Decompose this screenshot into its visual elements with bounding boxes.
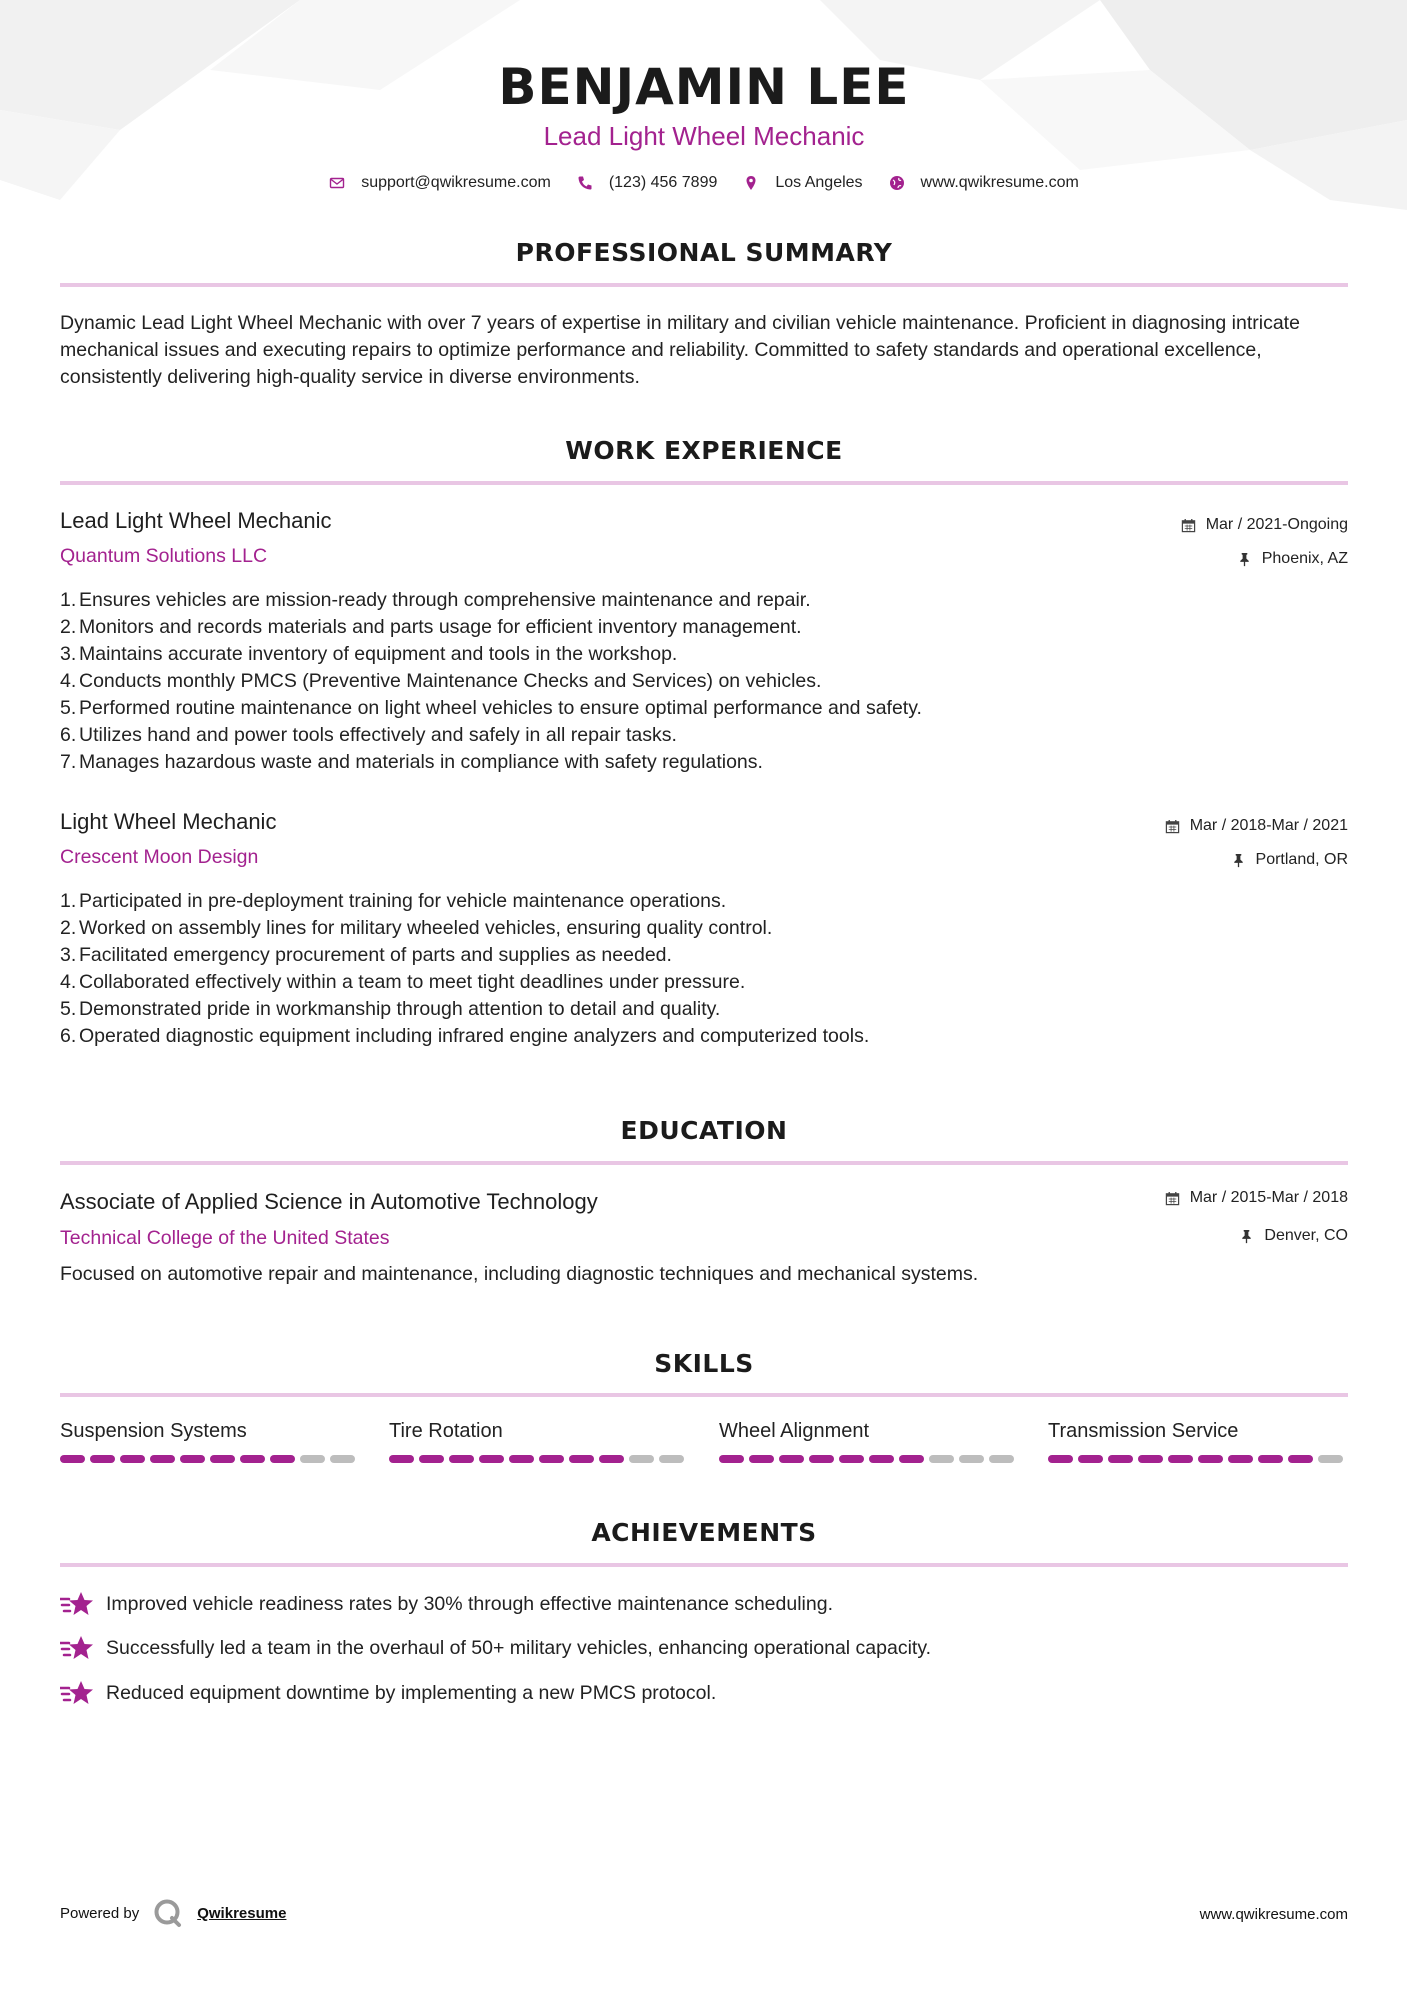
education-location-text: Denver, CO bbox=[1264, 1227, 1348, 1244]
education-description: Focused on automotive repair and maintenance, including diagnostic techniques and mechanical systems. bbox=[60, 1263, 979, 1285]
skill-item bbox=[389, 1420, 689, 1463]
skill-segment-filled bbox=[479, 1455, 504, 1463]
degree-title: Associate of Applied Science in Automotive Technology bbox=[60, 1189, 598, 1214]
skill-segment-filled bbox=[1288, 1455, 1313, 1463]
job-dates bbox=[1181, 516, 1348, 534]
skill-item bbox=[719, 1420, 1019, 1463]
globe-icon bbox=[889, 175, 905, 191]
list-item: 6. Utilizes hand and power tools effectively and safely in all repair tasks. bbox=[60, 724, 677, 746]
skill-segment-filled bbox=[839, 1455, 864, 1463]
skill-segment-filled bbox=[210, 1455, 235, 1463]
skill-segment-filled bbox=[180, 1455, 205, 1463]
achievements-heading: ACHIEVEMENTS bbox=[591, 1518, 817, 1547]
skill-segment-filled bbox=[449, 1455, 474, 1463]
skill-segment-filled bbox=[90, 1455, 115, 1463]
qwikresume-link[interactable]: Qwikresume bbox=[197, 1904, 287, 1922]
calendar-icon bbox=[1165, 1191, 1180, 1206]
contact-phone[interactable] bbox=[577, 174, 718, 192]
pushpin-icon bbox=[1237, 552, 1252, 567]
job-bullets bbox=[60, 587, 1348, 776]
job-title: Light Wheel Mechanic bbox=[60, 809, 277, 834]
list-item: 7. Manages hazardous waste and materials in compliance with safety regulations. bbox=[60, 751, 763, 773]
skill-item bbox=[1048, 1420, 1348, 1463]
skill-segment-filled bbox=[1168, 1455, 1193, 1463]
skills-divider bbox=[60, 1393, 1348, 1397]
experience-heading: WORK EXPERIENCE bbox=[565, 436, 843, 465]
job-company: Crescent Moon Design bbox=[60, 846, 259, 868]
skill-name: Suspension Systems bbox=[60, 1420, 247, 1442]
skill-segment-filled bbox=[779, 1455, 804, 1463]
skill-name: Wheel Alignment bbox=[719, 1420, 870, 1442]
skill-segment-filled bbox=[1078, 1455, 1103, 1463]
skill-segment-filled bbox=[749, 1455, 774, 1463]
job-location-text: Portland, OR bbox=[1255, 851, 1348, 868]
education-divider bbox=[60, 1161, 1348, 1165]
achievements-divider bbox=[60, 1563, 1348, 1567]
list-item: 3. Maintains accurate inventory of equipment and tools in the workshop. bbox=[60, 643, 678, 665]
contact-website[interactable] bbox=[889, 174, 1079, 192]
skill-segment-empty bbox=[330, 1455, 355, 1463]
skill-segment-filled bbox=[1108, 1455, 1133, 1463]
pushpin-icon bbox=[1231, 853, 1246, 868]
education-location bbox=[1239, 1227, 1348, 1245]
achievement-item bbox=[60, 1590, 833, 1618]
skill-rating-bar bbox=[389, 1455, 689, 1463]
contact-website-text: www.qwikresume.com bbox=[920, 174, 1079, 191]
skill-segment-empty bbox=[629, 1455, 654, 1463]
summary-divider bbox=[60, 283, 1348, 287]
job-company: Quantum Solutions LLC bbox=[60, 545, 268, 567]
skill-item bbox=[60, 1420, 360, 1463]
skill-segment-filled bbox=[719, 1455, 744, 1463]
contact-phone-text: (123) 456 7899 bbox=[608, 174, 718, 191]
summary-heading: PROFESSIONAL SUMMARY bbox=[515, 238, 893, 267]
skill-segment-filled bbox=[509, 1455, 534, 1463]
skill-segment-filled bbox=[1048, 1455, 1073, 1463]
skill-rating-bar bbox=[60, 1455, 360, 1463]
skill-name: Tire Rotation bbox=[389, 1420, 503, 1442]
list-item: 1. Ensures vehicles are mission-ready through comprehensive maintenance and repair. bbox=[60, 589, 811, 611]
skills-heading: SKILLS bbox=[654, 1349, 754, 1378]
job-location bbox=[1231, 851, 1348, 869]
summary-text: Dynamic Lead Light Wheel Mechanic with over 7 years of expertise in military and civilian vehicle maintenance. Proficient in diagnosing intricate mechanical issues and executing repairs to optimize performance and reliability. Committed to safety standards and operational excellence, consistently delivering high-quality service in diverse environments. bbox=[60, 312, 1300, 388]
contact-email[interactable] bbox=[329, 174, 551, 192]
contact-bar bbox=[60, 174, 1348, 192]
contact-location-text: Los Angeles bbox=[775, 174, 863, 191]
skill-segment-filled bbox=[1228, 1455, 1253, 1463]
experience-divider bbox=[60, 481, 1348, 485]
achievement-text: Successfully led a team in the overhaul of 50+ military vehicles, enhancing operational capacity. bbox=[106, 1636, 932, 1659]
list-item: 2. Monitors and records materials and parts usage for efficient inventory management. bbox=[60, 616, 802, 638]
skill-segment-filled bbox=[240, 1455, 265, 1463]
skill-segment-filled bbox=[809, 1455, 834, 1463]
job-bullets bbox=[60, 888, 1348, 1050]
list-item: 4. Conducts monthly PMCS (Preventive Maintenance Checks and Services) on vehicles. bbox=[60, 670, 822, 692]
skill-name: Transmission Service bbox=[1048, 1420, 1239, 1442]
skill-segment-empty bbox=[300, 1455, 325, 1463]
job-title: Lead Light Wheel Mechanic bbox=[60, 508, 332, 533]
shooting-star-icon bbox=[60, 1679, 94, 1707]
powered-by-label: Powered by bbox=[60, 1904, 140, 1922]
candidate-name: BENJAMIN LEE bbox=[498, 58, 910, 116]
achievement-item bbox=[60, 1679, 716, 1707]
list-item: 3. Facilitated emergency procurement of parts and supplies as needed. bbox=[60, 944, 672, 966]
education-dates-text: Mar / 2015-Mar / 2018 bbox=[1189, 1189, 1348, 1206]
list-item: 5. Demonstrated pride in workmanship through attention to detail and quality. bbox=[60, 998, 721, 1020]
skill-segment-filled bbox=[1258, 1455, 1283, 1463]
list-item: 4. Collaborated effectively within a team to meet tight deadlines under pressure. bbox=[60, 971, 746, 993]
map-pin-icon bbox=[743, 175, 759, 191]
job-dates-text: Mar / 2021-Ongoing bbox=[1205, 516, 1348, 533]
school-name: Technical College of the United States bbox=[60, 1227, 390, 1249]
shooting-star-icon bbox=[60, 1590, 94, 1618]
footer-powered-by bbox=[60, 1898, 286, 1928]
skill-segment-filled bbox=[869, 1455, 894, 1463]
contact-location bbox=[743, 174, 862, 192]
qwikresume-logo-icon bbox=[153, 1898, 183, 1928]
candidate-headline: Lead Light Wheel Mechanic bbox=[543, 121, 865, 151]
footer-website[interactable]: www.qwikresume.com bbox=[1199, 1906, 1348, 1923]
skill-rating-bar bbox=[1048, 1455, 1348, 1463]
envelope-icon bbox=[329, 175, 345, 191]
skill-segment-filled bbox=[120, 1455, 145, 1463]
skill-segment-filled bbox=[899, 1455, 924, 1463]
calendar-icon bbox=[1181, 518, 1196, 533]
list-item: 5. Performed routine maintenance on light wheel vehicles to ensure optimal performance and safety. bbox=[60, 697, 922, 719]
achievement-text: Improved vehicle readiness rates by 30% through effective maintenance scheduling. bbox=[106, 1592, 833, 1615]
skill-segment-filled bbox=[1138, 1455, 1163, 1463]
list-item: 2. Worked on assembly lines for military wheeled vehicles, ensuring quality control. bbox=[60, 917, 773, 939]
phone-icon bbox=[577, 175, 593, 191]
skill-segment-filled bbox=[539, 1455, 564, 1463]
skill-segment-filled bbox=[599, 1455, 624, 1463]
skill-segment-empty bbox=[659, 1455, 684, 1463]
skill-segment-filled bbox=[389, 1455, 414, 1463]
contact-email-text: support@qwikresume.com bbox=[361, 174, 551, 191]
skill-rating-bar bbox=[719, 1455, 1019, 1463]
calendar-icon bbox=[1165, 819, 1180, 834]
shooting-star-icon bbox=[60, 1634, 94, 1662]
skill-segment-filled bbox=[270, 1455, 295, 1463]
skill-segment-filled bbox=[60, 1455, 85, 1463]
skill-segment-filled bbox=[150, 1455, 175, 1463]
education-dates bbox=[1165, 1189, 1348, 1207]
list-item: 6. Operated diagnostic equipment including infrared engine analyzers and computerized tools. bbox=[60, 1025, 870, 1047]
job-dates-text: Mar / 2018-Mar / 2021 bbox=[1189, 817, 1348, 834]
skill-segment-filled bbox=[569, 1455, 594, 1463]
job-location-text: Phoenix, AZ bbox=[1261, 550, 1348, 567]
pushpin-icon bbox=[1239, 1229, 1254, 1244]
skill-segment-empty bbox=[1318, 1455, 1343, 1463]
achievement-text: Reduced equipment downtime by implementing a new PMCS protocol. bbox=[106, 1681, 717, 1704]
skill-segment-filled bbox=[419, 1455, 444, 1463]
skill-segment-empty bbox=[929, 1455, 954, 1463]
skill-segment-filled bbox=[1198, 1455, 1223, 1463]
achievement-item bbox=[60, 1634, 931, 1662]
job-dates bbox=[1165, 817, 1348, 835]
skill-segment-empty bbox=[959, 1455, 984, 1463]
skill-segment-empty bbox=[989, 1455, 1014, 1463]
list-item: 1. Participated in pre-deployment training for vehicle maintenance operations. bbox=[60, 890, 727, 912]
education-heading: EDUCATION bbox=[620, 1116, 788, 1145]
job-location bbox=[1237, 550, 1348, 568]
